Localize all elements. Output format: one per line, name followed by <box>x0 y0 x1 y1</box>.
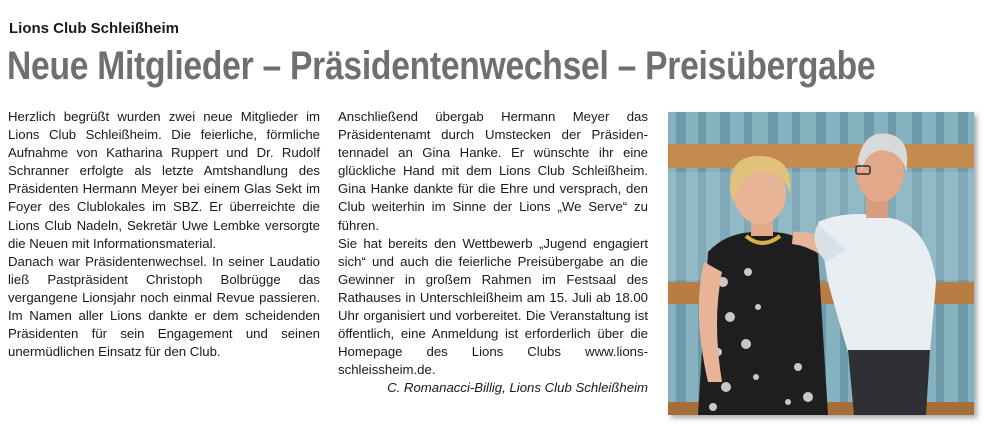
author-credit: C. Romanacci-Billig, Lions Club Schleißheim <box>387 380 648 396</box>
paragraph: Anschließend übergab Hermann Meyer das Präsidentenamt durch Umstecken der Präsidentennadel an Gina Hanke. Er wünschte ihr eine glückliche Hand mit dem Lions Club Schleißheim. Gina Hanke dankte für die Ehre und versprach, den Club weiterhin im Sinne der Lions „We Serve“ zu führen. <box>338 109 648 233</box>
article-photo <box>668 112 974 415</box>
paragraph: Sie hat bereits den Wettbewerb „Jugend engagiert sich“ und auch die feierliche Preisübergabe an die Gewinner in großem Rahmen im Festsaal des Rathauses in Unterschleißheim am 15. Juli ab 18.00 Uhr organisiert und vorbereitet. Die Veranstaltung ist öffentlich, eine Anmeldung ist erforderlich über die Homepage des Lions Clubs www.lions-schleissheim.de. <box>338 235 648 378</box>
paragraph: Danach war Präsidentenwechsel. In seiner Laudatio ließ Pastpräsident Christoph Bolbrügge das vergangene Lionsjahr noch einmal Revue passieren. Im Namen aller Lions dankte er dem scheidenden Präsidenten für sein Engagement und seinen unermüdlichen Einsatz für den Club. <box>8 253 320 360</box>
article-column-1 <box>8 108 320 361</box>
kicker-club-name: Lions Club Schleißheim <box>9 20 180 37</box>
article-column-2 <box>338 108 648 398</box>
headline: Neue Mitglieder – Präsidentenwechsel – Preisübergabe <box>7 44 876 88</box>
paragraph: Herzlich begrüßt wurden zwei neue Mitglieder im Lions Club Schleißheim. Die feierliche, förmliche Aufnahme von Katharina Ruppert und Dr. Rudolf Schranner erfolgte als letzte Amtshandlung des Präsidenten Hermann Meyer bei einem Glas Sekt im Foyer des Clublokales im SBZ. Er überreichte die Lions Club Nadeln, Sekretär Uwe Lembke versorgte die Neuen mit Informationsmaterial. <box>8 109 320 251</box>
photo-pin-handover-icon <box>668 112 974 415</box>
